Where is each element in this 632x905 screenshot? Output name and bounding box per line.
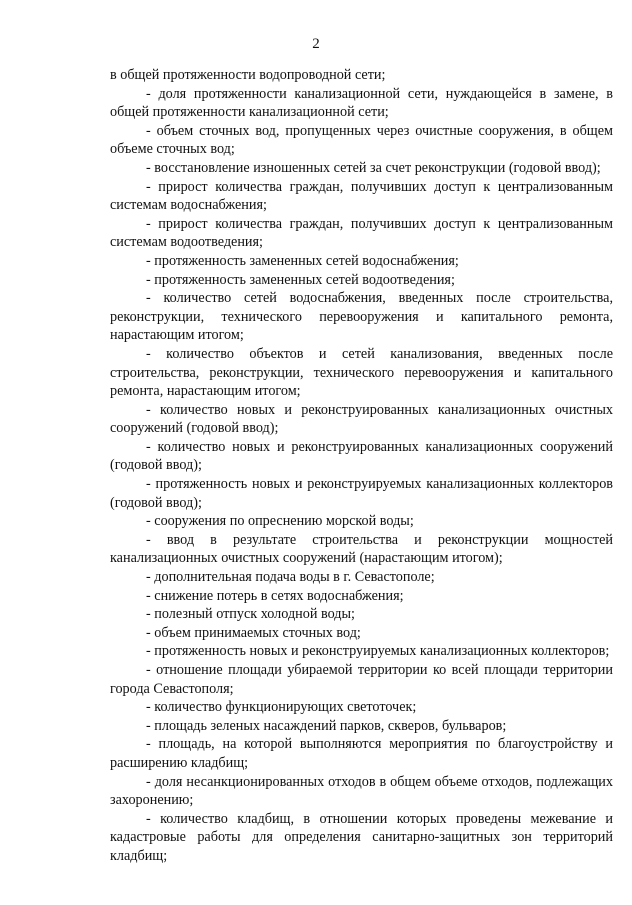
list-item-paragraph: - снижение потерь в сетях водоснабжения; bbox=[146, 587, 404, 604]
list-item-paragraph: в общей протяженности водопроводной сети; bbox=[110, 67, 386, 83]
list-item-paragraph: - восстановление изношенных сетей за счет реконструкции (годовой ввод); bbox=[146, 159, 601, 176]
list-item-paragraph: - протяженность замененных сетей водоснабжения; bbox=[146, 252, 459, 269]
list-item-paragraph: - отношение площади убираемой территории ко всей площади территории города Севастополя; bbox=[110, 662, 613, 697]
list-item-paragraph: - полезный отпуск холодной воды; bbox=[146, 606, 355, 623]
list-item-paragraph: - прирост количества граждан, получивших доступ к централизованным системам водоотведения; bbox=[110, 215, 613, 251]
list-item-paragraph: - количество сетей водоснабжения, введенных после строительства, реконструкции, технического перевооружения и капитального ремонта, нарастающим итогом; bbox=[110, 290, 613, 344]
list-item-paragraph: - протяженность новых и реконструируемых канализационных коллекторов; bbox=[146, 643, 610, 660]
document-body bbox=[110, 66, 613, 866]
list-item-paragraph: - ввод в результате строительства и реконструкции мощностей канализационных очистных сооружений (нарастающим итогом); bbox=[110, 531, 613, 567]
list-item-paragraph: - количество объектов и сетей канализования, введенных после строительства, реконструкции, технического перевооружения и капитального ремонта, нарастающим итогом; bbox=[110, 345, 613, 400]
list-item-paragraph: - дополнительная подача воды в г. Севастополе; bbox=[146, 569, 435, 586]
list-item-paragraph: - количество новых и реконструированных канализационных очистных сооружений (годовой ввод); bbox=[110, 401, 613, 437]
list-item-paragraph: - количество кладбищ, в отношении которых проведены межевание и кадастровые работы для определения санитарно-защитных зон территорий кладбищ; bbox=[110, 810, 613, 864]
list-item-paragraph: - количество функционирующих светоточек; bbox=[146, 699, 417, 716]
list-item-paragraph: - сооружения по опреснению морской воды; bbox=[146, 513, 414, 530]
list-item-paragraph: - объем принимаемых сточных вод; bbox=[146, 624, 361, 641]
list-item-paragraph: - количество новых и реконструированных канализационных сооружений (годовой ввод); bbox=[110, 438, 613, 474]
list-item-paragraph: - протяженность замененных сетей водоотведения; bbox=[146, 271, 455, 288]
page-number: 2 bbox=[312, 36, 320, 52]
list-item-paragraph: - площадь зеленых насаждений парков, скверов, бульваров; bbox=[146, 717, 507, 734]
list-item-paragraph: - доля несанкционированных отходов в общем объеме отходов, подлежащих захоронению; bbox=[110, 773, 613, 809]
list-item-paragraph: - прирост количества граждан, получивших доступ к централизованным системам водоснабжения; bbox=[110, 178, 613, 214]
list-item-paragraph: - протяженность новых и реконструируемых канализационных коллекторов (годовой ввод); bbox=[110, 476, 613, 511]
list-item-paragraph: - площадь, на которой выполняются мероприятия по благоустройству и расширению кладбищ; bbox=[110, 736, 613, 771]
list-item-paragraph: - объем сточных вод, пропущенных через очистные сооружения, в общем объеме сточных вод; bbox=[110, 122, 613, 158]
list-item-paragraph: - доля протяженности канализационной сети, нуждающейся в замене, в общей протяженности канализационной сети; bbox=[110, 85, 613, 121]
